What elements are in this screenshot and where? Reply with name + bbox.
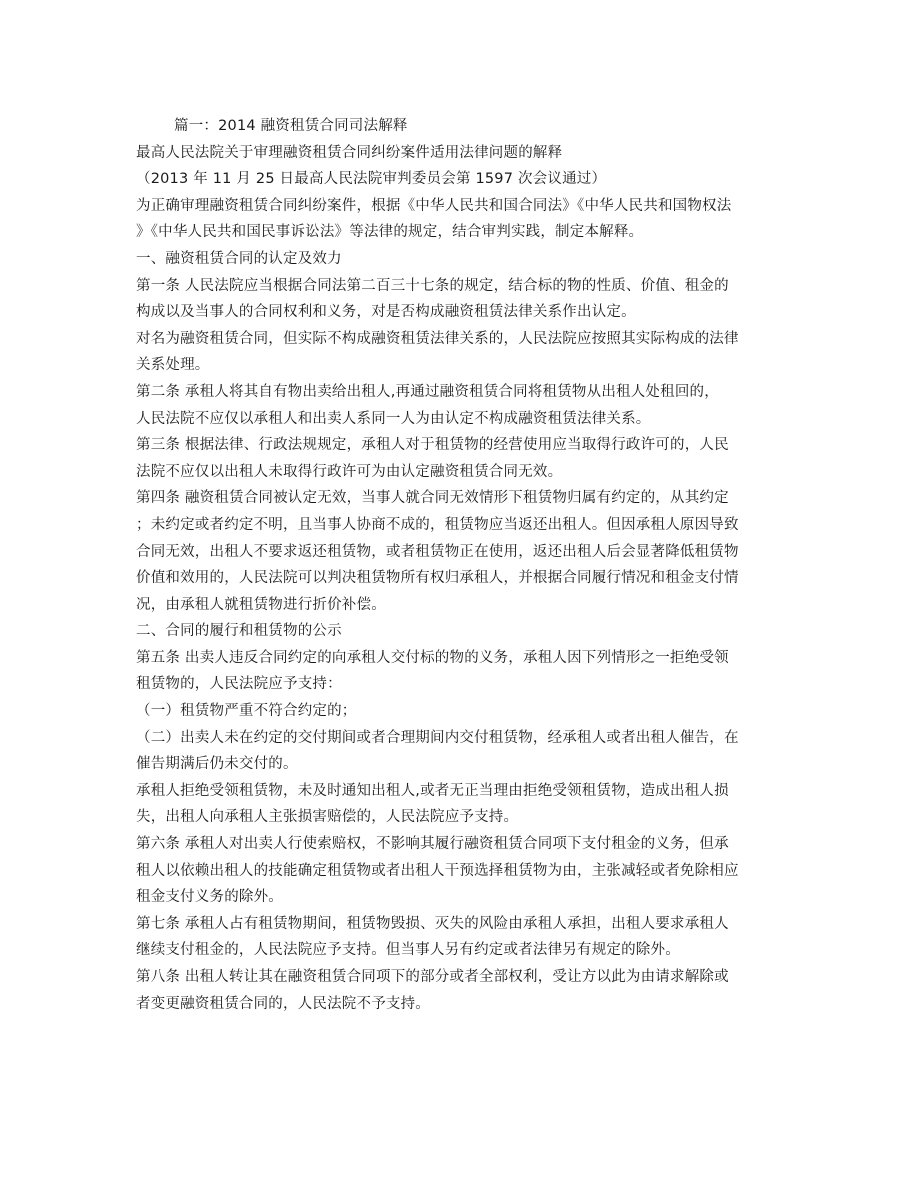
body-line: （一）租赁物严重不符合约定的； — [136, 703, 357, 720]
body-line: 承租人拒绝受领租赁物，未及时通知出租人,或者无正当理由拒绝受领租赁物，造成出租人损 — [136, 782, 729, 799]
body-line: 失，出租人向承租人主张损害赔偿的，人民法院应予支持。 — [136, 809, 519, 826]
document-body — [136, 113, 786, 1017]
body-line: 第三条 根据法律、行政法规规定，承租人对于租赁物的经营使用应当取得行政许可的，人民 — [136, 437, 729, 454]
body-line: 第六条 承租人对出卖人行使索赔权，不影响其履行融资租赁合同项下支付租金的义务，但承 — [136, 836, 729, 853]
body-line: 人民法院不应仅以承租人和出卖人系同一人为由认定不构成融资租赁法律关系。 — [136, 410, 651, 427]
body-line: 第二条 承租人将其自有物出卖给出租人,再通过融资租赁合同将租赁物从出租人处租回的， — [136, 383, 719, 400]
section-heading: 一、融资租赁合同的认定及效力 — [136, 250, 342, 267]
adoption-note: （2013 年 11 月 25 日最高人民法院审判委员会第 1597 次会议通过） — [136, 171, 607, 188]
body-line: 者变更融资租赁合同的，人民法院不予支持。 — [136, 995, 430, 1012]
body-line: 对名为融资租赁合同，但实际不构成融资租赁法律关系的，人民法院应按照其实际构成的法律 — [136, 330, 739, 347]
body-line: 第七条 承租人占有租赁物期间，租赁物毁损、灭失的风险由承租人承担，出租人要求承租人 — [136, 915, 729, 932]
body-line: 为正确审理融资租赁合同纠纷案件，根据《中华人民共和国合同法》《中华人民共和国物权法 — [136, 197, 732, 214]
section-heading: 二、合同的履行和租赁物的公示 — [136, 623, 342, 640]
body-line: 催告期满后仍未交付的。 — [136, 756, 298, 773]
body-line: 第一条 人民法院应当根据合同法第二百三十七条的规定，结合标的物的性质、价值、租金的 — [136, 277, 729, 294]
body-line: 第四条 融资租赁合同被认定无效，当事人就合同无效情形下租赁物归属有约定的，从其约定 — [136, 490, 729, 507]
body-line: 》《中华人民共和国民事诉讼法》等法律的规定，结合审判实践，制定本解释。 — [136, 224, 644, 241]
body-line: ；未约定或者约定不明，且当事人协商不成的，租赁物应当返还出租人。但因承租人原因导致 — [136, 516, 739, 533]
body-line: 关系处理。 — [136, 357, 210, 374]
body-line: 租人以依赖出租人的技能确定租赁物或者出租人干预选择租赁物为由，主张减轻或者免除相应 — [136, 862, 739, 879]
body-line: 法院不应仅以出租人未取得行政许可为由认定融资租赁合同无效。 — [136, 463, 563, 480]
body-line: 况，由承租人就租赁物进行折价补偿。 — [136, 596, 386, 613]
body-line: 继续支付租金的，人民法院应予支持。但当事人另有约定或者法律另有规定的除外。 — [136, 942, 680, 959]
body-line: 第五条 出卖人违反合同约定的向承租人交付标的物的义务，承租人因下列情形之一拒绝受领 — [136, 649, 729, 666]
body-line: 构成以及当事人的合同权利和义务，对是否构成融资租赁法律关系作出认定。 — [136, 304, 636, 321]
body-line: 租金支付义务的除外。 — [136, 889, 283, 906]
document-title: 篇一：2014 融资租赁合同司法解释 — [174, 118, 408, 134]
body-line: 合同无效，出租人不要求返还租赁物，或者租赁物正在使用，返还出租人后会显著降低租赁物 — [136, 543, 739, 560]
body-line: 租赁物的，人民法院应予支持： — [136, 676, 342, 693]
body-line: （二）出卖人未在约定的交付期间或者合理期间内交付租赁物，经承租人或者出租人催告，在 — [136, 729, 739, 746]
body-line: 价值和效用的，人民法院可以判决租赁物所有权归承租人，并根据合同履行情况和租金支付情 — [136, 570, 739, 587]
body-line: 第八条 出租人转让其在融资租赁合同项下的部分或者全部权利，受让方以此为由请求解除或 — [136, 969, 729, 985]
document-subtitle: 最高人民法院关于审理融资租赁合同纠纷案件适用法律问题的解释 — [136, 144, 563, 161]
